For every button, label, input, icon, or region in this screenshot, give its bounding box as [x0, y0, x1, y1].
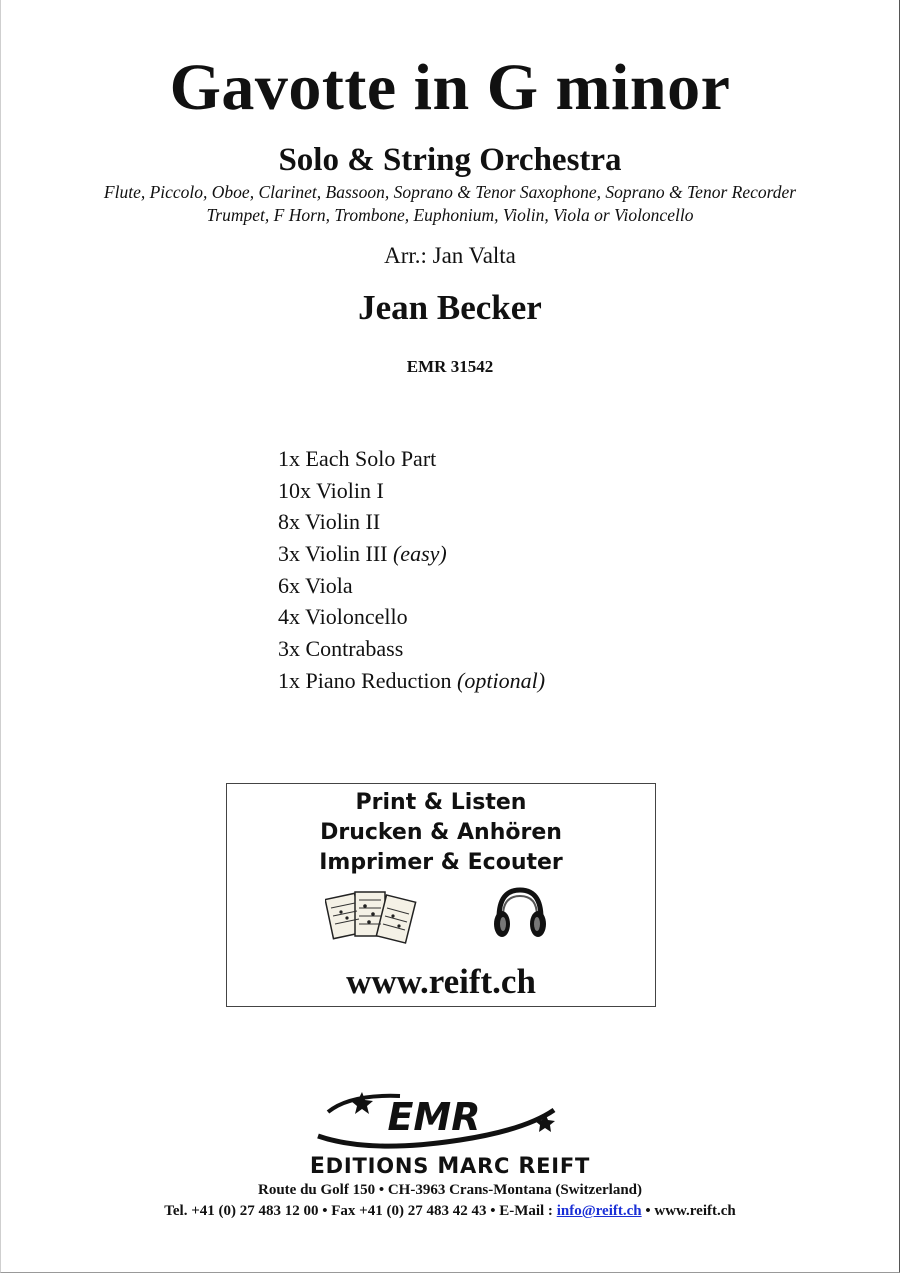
part-item: 8x Violin II [278, 509, 381, 535]
email-link[interactable]: info@reift.ch [556, 1203, 642, 1219]
part-item: 1x Each Solo Part [278, 446, 437, 471]
emr-logo [310, 1090, 560, 1150]
publisher-contact: Tel. +41 (0) 27 483 12 00 • Fax +41 (0) 27 483 42 43 • E-Mail : info@reift.ch • www.reift.ch [164, 1203, 736, 1219]
parts-list [278, 443, 545, 697]
part-item: 10x Violin I [278, 477, 384, 503]
instrumentation-line-2: Trumpet, F Horn, Trombone, Euphonium, Violin, Viola or Violoncello [206, 205, 694, 225]
promo-url: www.reift.ch [346, 962, 536, 1001]
part-item: 3x Contrabass [278, 636, 404, 662]
part-item: 1x Piano Reduction (optional) [278, 667, 546, 693]
piece-title: Gavotte in G minor [169, 51, 731, 124]
catalog-number: EMR 31542 [406, 357, 494, 376]
composer: Jean Becker [358, 288, 542, 327]
publisher-name: EDITIONS MARC REIFT [309, 1154, 591, 1179]
promo-line-english: Print & Listen [355, 790, 527, 815]
print-listen-box [226, 783, 656, 1007]
part-item: 3x Violin III (easy) [278, 541, 447, 567]
publisher-address: Route du Golf 150 • CH-3963 Crans-Montana (Switzerland) [258, 1182, 642, 1198]
arranger: Arr.: Jan Valta [384, 243, 516, 268]
instrumentation-line-1: Flute, Piccolo, Oboe, Clarinet, Bassoon, Soprano & Tenor Saxophone, Soprano & Tenor Recorder [103, 182, 797, 202]
svg-text:EMR: EMR [387, 1095, 481, 1139]
sheet-music-icon [325, 886, 423, 958]
headphones-icon [489, 882, 551, 944]
part-item: 4x Violoncello [278, 604, 408, 630]
part-item: 6x Viola [278, 572, 353, 598]
promo-line-french: Imprimer & Ecouter [319, 850, 563, 875]
promo-line-german: Drucken & Anhören [320, 820, 562, 845]
piece-subtitle: Solo & String Orchestra [278, 142, 622, 178]
